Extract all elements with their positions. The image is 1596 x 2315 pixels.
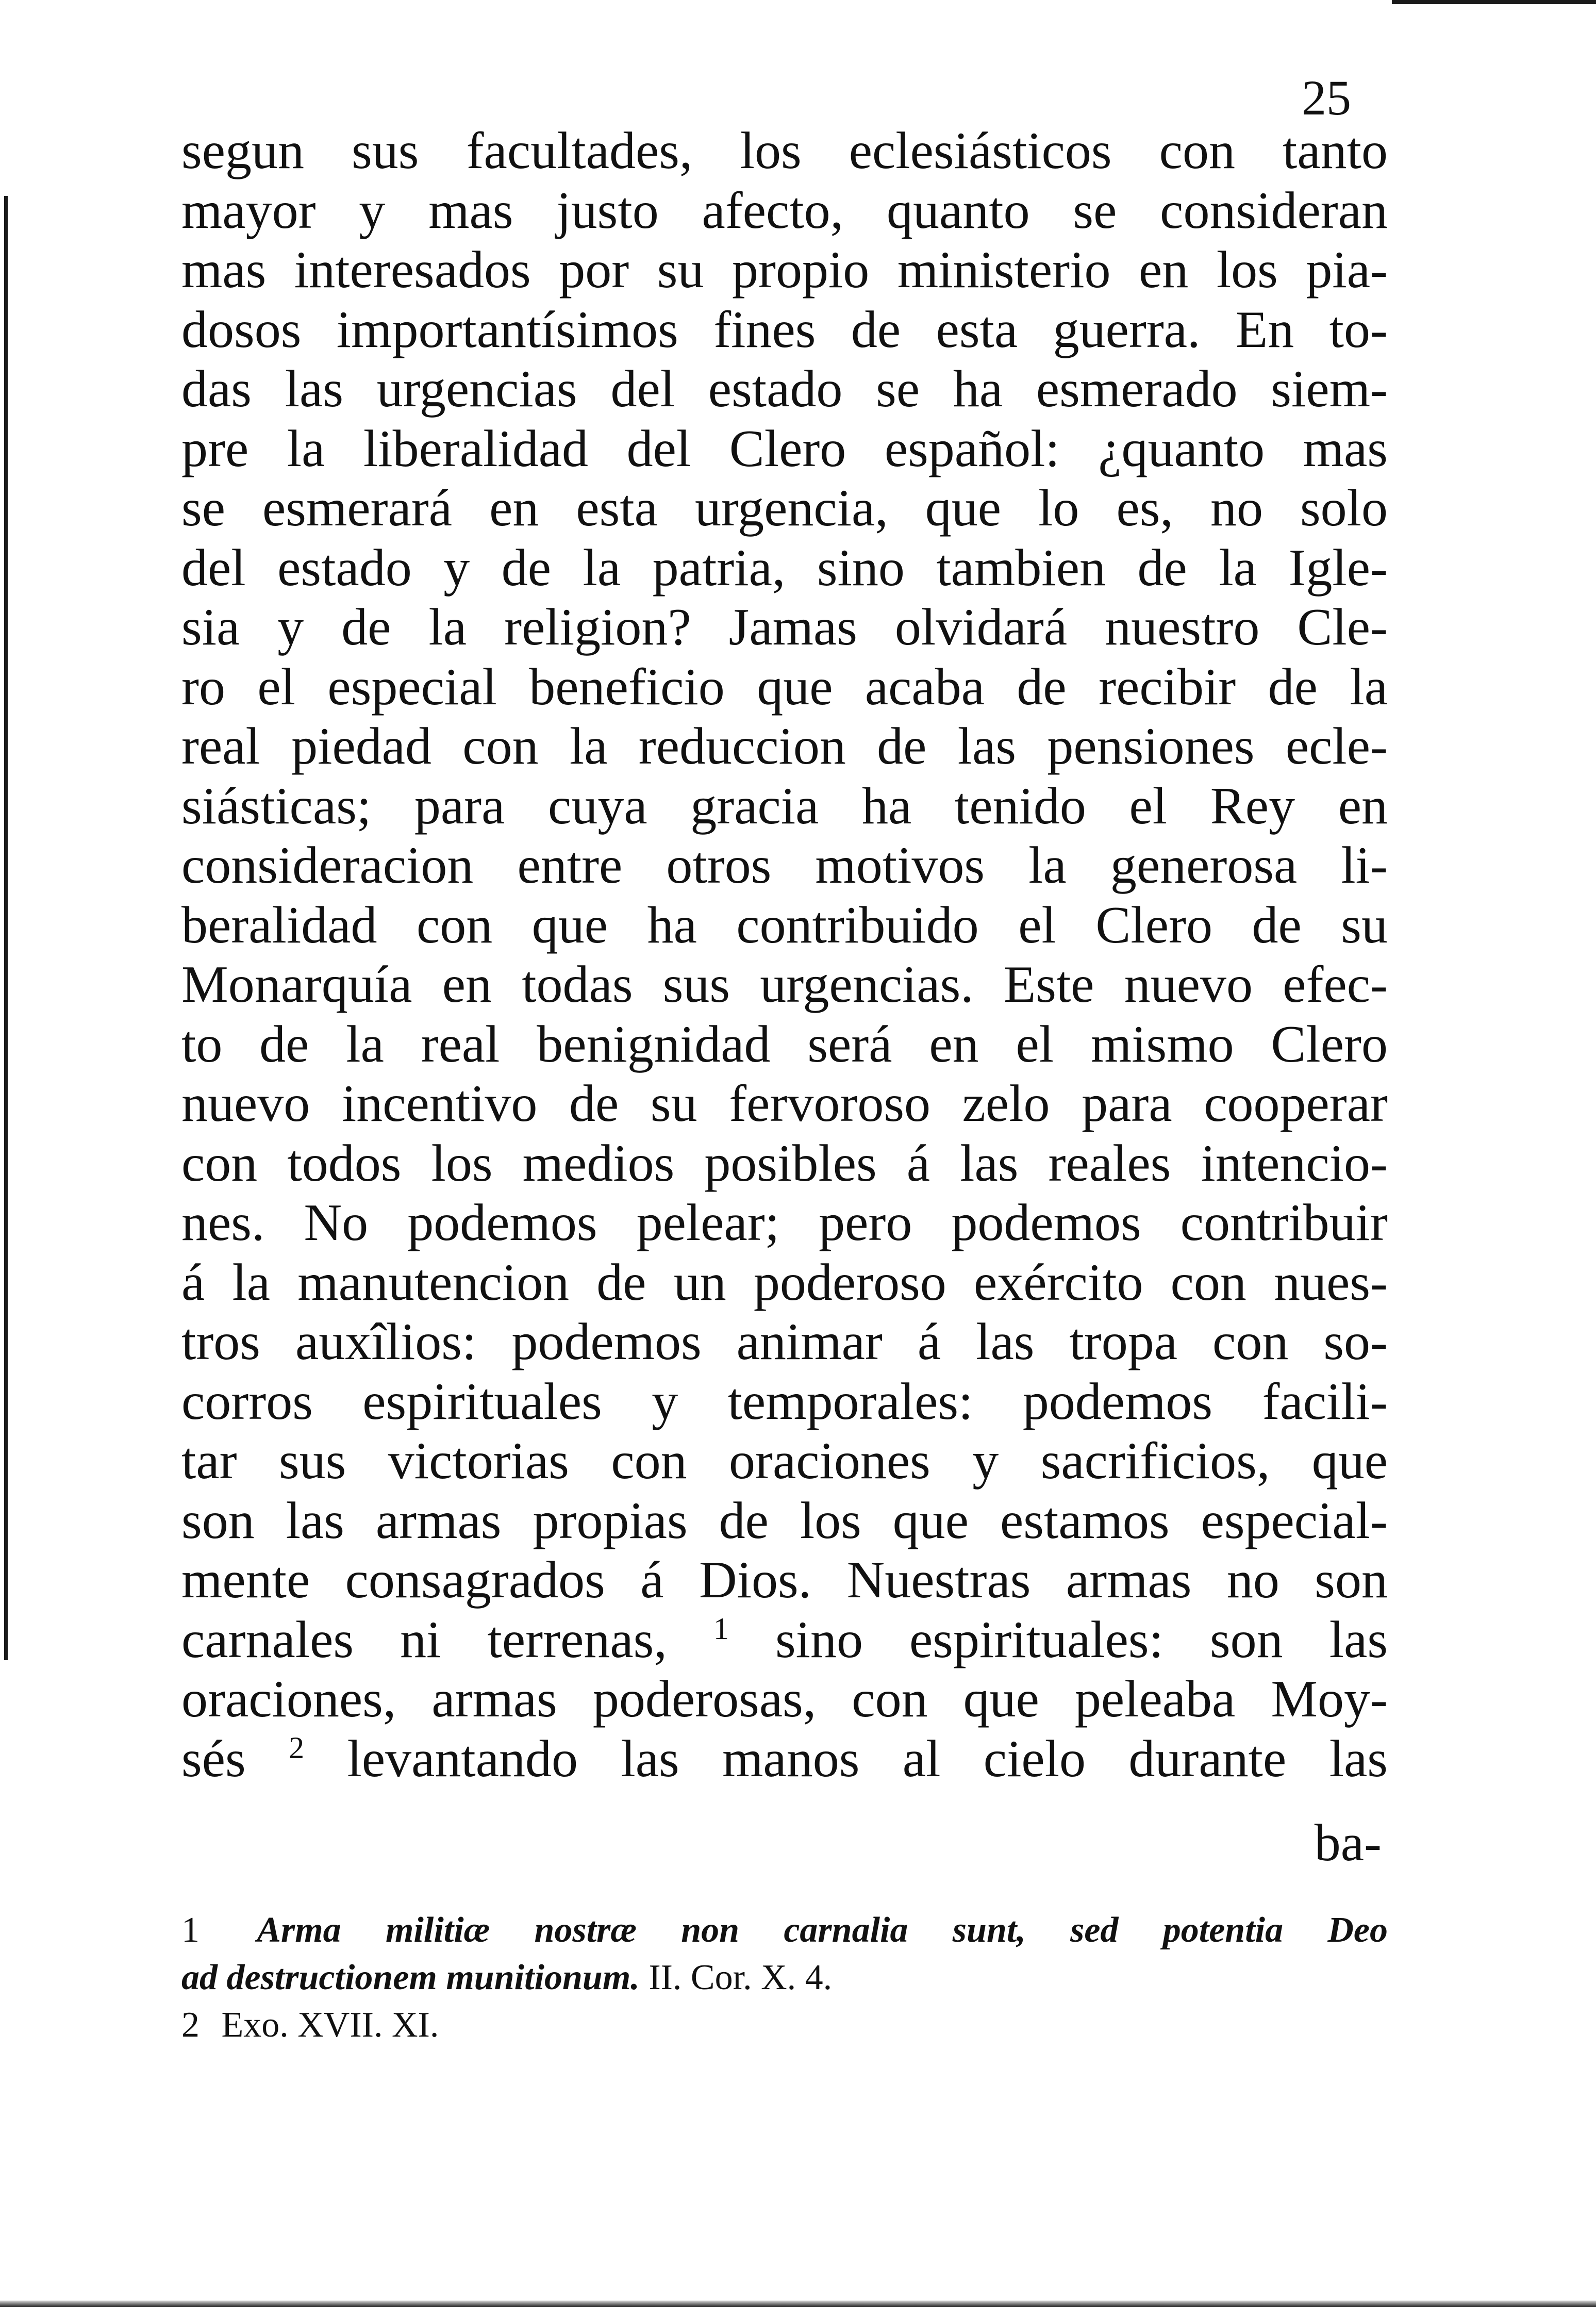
text-line: nes. No podemos pelear; pero podemos contribuir	[181, 1194, 1388, 1252]
catchword: ba-	[1314, 1814, 1382, 1872]
text-line: mente consagrados á Dios. Nuestras armas no son	[181, 1551, 1388, 1609]
text-line: beralidad con que ha contribuido el Clero de su	[181, 896, 1388, 954]
footnote-1-latin: Arma militiæ nostræ non carnalia sunt, sed potentia Deo	[257, 1910, 1388, 1950]
footnote-1-continuation	[181, 1954, 1388, 2002]
text-line-with-footnote-1	[181, 1610, 1388, 1670]
text-line-with-footnote-2	[181, 1729, 1388, 1789]
text-line: del estado y de la patria, sino tambien de la Igle-	[181, 538, 1388, 597]
text-line: pre la liberalidad del Clero español: ¿quanto mas	[181, 419, 1388, 478]
line-text: sino espirituales: son las	[775, 1610, 1388, 1669]
line-text: levantando las manos al cielo durante las	[347, 1729, 1388, 1788]
text-line: dosos importantísimos fines de esta guerra. En to-	[181, 300, 1388, 359]
text-line: ro el especial beneficio que acaba de recibir de la	[181, 657, 1388, 716]
footnotes	[181, 1907, 1388, 2049]
text-line: tar sus victorias con oraciones y sacrificios, que	[181, 1432, 1388, 1490]
footnote-1-reference: II. Cor. X. 4.	[649, 1958, 833, 1997]
body-text	[181, 121, 1388, 1789]
text-line: tros auxîlios: podemos animar á las tropa con so-	[181, 1313, 1388, 1371]
text-line: das las urgencias del estado se ha esmerado siem-	[181, 360, 1388, 418]
text-line: corros espirituales y temporales: podemos facili-	[181, 1372, 1388, 1431]
text-line: consideracion entre otros motivos la generosa li-	[181, 836, 1388, 895]
text-line: real piedad con la reduccion de las pensiones ecle-	[181, 717, 1388, 775]
footnote-2	[181, 2002, 1388, 2049]
footnote-2-mark: 2	[181, 2005, 200, 2045]
footnote-1	[181, 1907, 1388, 1954]
text-line: se esmerará en esta urgencia, que lo es, no solo	[181, 479, 1388, 537]
text-line: to de la real benignidad será en el mismo Clero	[181, 1015, 1388, 1073]
text-line: Monarquía en todas sus urgencias. Este nuevo efec-	[181, 955, 1388, 1014]
text-line: á la manutencion de un poderoso exército con nues-	[181, 1253, 1388, 1312]
scan-edge-left	[4, 196, 8, 1660]
text-line: nuevo incentivo de su fervoroso zelo para cooperar	[181, 1074, 1388, 1133]
text-line: siásticas; para cuya gracia ha tenido el Rey en	[181, 776, 1388, 835]
text-line: segun sus facultades, los eclesiásticos con tanto	[181, 122, 1388, 180]
footnote-2-reference: Exo. XVII. XI.	[221, 2005, 439, 2045]
text-line: mas interesados por su propio ministerio en los pia-	[181, 241, 1388, 299]
footnote-mark-1: 1	[713, 1611, 729, 1646]
footnote-1-latin-cont: ad destructionem munitionum.	[181, 1958, 640, 1997]
text-line: sia y de la religion? Jamas olvidará nuestro Cle-	[181, 598, 1388, 656]
footnote-mark-2: 2	[289, 1730, 305, 1765]
page-number: 25	[1302, 70, 1351, 125]
text-line: mayor y mas justo afecto, quanto se consideran	[181, 181, 1388, 240]
scan-edge-bottom	[0, 2301, 1596, 2307]
footnote-1-mark: 1	[181, 1910, 200, 1950]
line-text: carnales ni terrenas,	[181, 1610, 667, 1669]
text-line: son las armas propias de los que estamos especial-	[181, 1491, 1388, 1550]
line-text: sés	[181, 1729, 246, 1788]
text-line: oraciones, armas poderosas, con que peleaba Moy-	[181, 1670, 1388, 1728]
scan-edge-top	[1392, 0, 1596, 4]
text-line: con todos los medios posibles á las reales intencio-	[181, 1134, 1388, 1193]
